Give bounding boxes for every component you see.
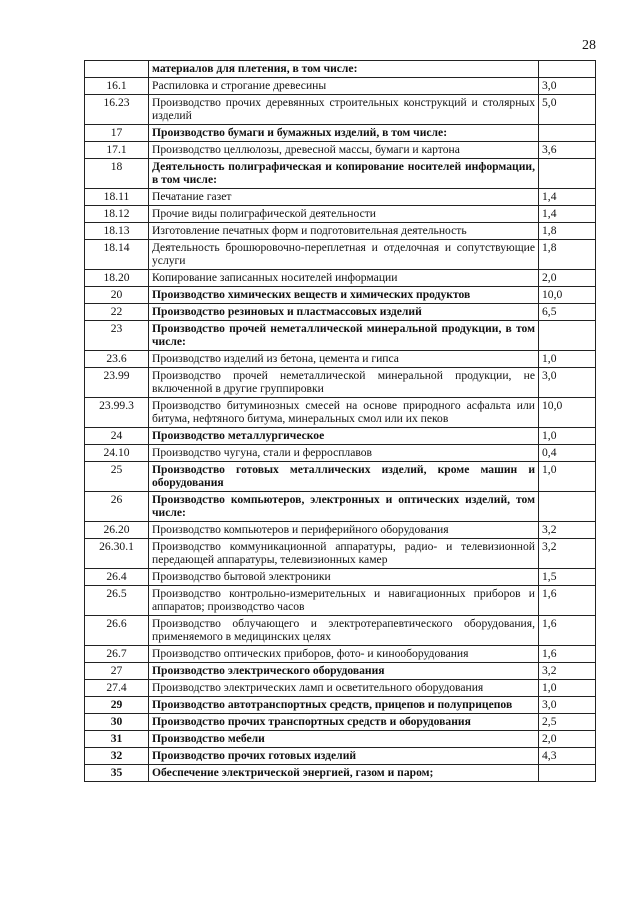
description-cell: Производство оптических приборов, фото- и кинооборудования	[149, 646, 539, 663]
table-row	[85, 646, 596, 663]
description-cell: Производство бытовой электроники	[149, 569, 539, 586]
table-row	[85, 368, 596, 398]
code-cell: 17.1	[85, 142, 149, 159]
description-cell: Производство контрольно-измерительных и навигационных приборов и аппаратов; производство часов	[149, 586, 539, 616]
table-row	[85, 159, 596, 189]
code-cell: 18.20	[85, 270, 149, 287]
table-row	[85, 287, 596, 304]
table-row	[85, 492, 596, 522]
value-cell: 1,5	[539, 569, 596, 586]
description-cell: материалов для плетения, в том числе:	[149, 61, 539, 78]
description-cell: Производство коммуникационной аппаратуры, радио- и телевизионной передающей аппаратуры, телевизионных камер	[149, 539, 539, 569]
code-cell: 26.4	[85, 569, 149, 586]
description-cell: Производство металлургическое	[149, 428, 539, 445]
table-row	[85, 78, 596, 95]
value-cell: 10,0	[539, 287, 596, 304]
value-cell: 6,5	[539, 304, 596, 321]
code-cell: 24	[85, 428, 149, 445]
table-row	[85, 697, 596, 714]
description-cell: Производство бумаги и бумажных изделий, в том числе:	[149, 125, 539, 142]
code-cell: 29	[85, 697, 149, 714]
table-row	[85, 270, 596, 287]
code-cell: 20	[85, 287, 149, 304]
table-row	[85, 569, 596, 586]
value-cell: 1,0	[539, 680, 596, 697]
description-cell: Производство компьютеров и периферийного оборудования	[149, 522, 539, 539]
code-cell: 26.20	[85, 522, 149, 539]
table-row	[85, 61, 596, 78]
description-cell: Производство прочих деревянных строительных конструкций и столярных изделий	[149, 95, 539, 125]
table-row	[85, 223, 596, 240]
value-cell	[539, 321, 596, 351]
description-cell: Производство химических веществ и химических продуктов	[149, 287, 539, 304]
code-cell: 18.13	[85, 223, 149, 240]
table-row	[85, 206, 596, 223]
description-cell: Печатание газет	[149, 189, 539, 206]
value-cell: 10,0	[539, 398, 596, 428]
value-cell: 3,0	[539, 368, 596, 398]
code-cell: 26.7	[85, 646, 149, 663]
description-cell: Деятельность брошюровочно-переплетная и отделочная и сопутствующие услуги	[149, 240, 539, 270]
value-cell: 2,5	[539, 714, 596, 731]
description-cell: Производство прочей неметаллической минеральной продукции, в том числе:	[149, 321, 539, 351]
table-row	[85, 95, 596, 125]
description-cell: Производство резиновых и пластмассовых изделий	[149, 304, 539, 321]
table-row	[85, 321, 596, 351]
description-cell: Производство автотранспортных средств, прицепов и полуприцепов	[149, 697, 539, 714]
value-cell	[539, 125, 596, 142]
tax-rate-table	[84, 60, 596, 782]
value-cell: 5,0	[539, 95, 596, 125]
description-cell: Производство чугуна, стали и ферросплавов	[149, 445, 539, 462]
code-cell: 23.99.3	[85, 398, 149, 428]
value-cell: 3,6	[539, 142, 596, 159]
description-cell: Распиловка и строгание древесины	[149, 78, 539, 95]
value-cell: 0,4	[539, 445, 596, 462]
description-cell: Производство электрических ламп и осветительного оборудования	[149, 680, 539, 697]
value-cell: 4,3	[539, 748, 596, 765]
value-cell: 2,0	[539, 270, 596, 287]
table-row	[85, 748, 596, 765]
code-cell: 23.99	[85, 368, 149, 398]
value-cell: 3,2	[539, 663, 596, 680]
code-cell: 18.14	[85, 240, 149, 270]
value-cell: 3,2	[539, 539, 596, 569]
code-cell: 26	[85, 492, 149, 522]
table-row	[85, 663, 596, 680]
table-row	[85, 142, 596, 159]
table-body	[85, 61, 596, 782]
value-cell	[539, 492, 596, 522]
table-row	[85, 428, 596, 445]
table-row	[85, 765, 596, 782]
code-cell: 16.23	[85, 95, 149, 125]
description-cell: Производство прочих готовых изделий	[149, 748, 539, 765]
description-cell: Прочие виды полиграфической деятельности	[149, 206, 539, 223]
description-cell: Производство компьютеров, электронных и оптических изделий, том числе:	[149, 492, 539, 522]
table-row	[85, 240, 596, 270]
code-cell	[85, 61, 149, 78]
value-cell: 1,8	[539, 240, 596, 270]
value-cell: 2,0	[539, 731, 596, 748]
code-cell: 26.5	[85, 586, 149, 616]
description-cell: Производство битуминозных смесей на основе природного асфальта или битума, нефтяного битума, минеральных смол или их пеков	[149, 398, 539, 428]
table-row	[85, 714, 596, 731]
value-cell	[539, 159, 596, 189]
description-cell: Производство электрического оборудования	[149, 663, 539, 680]
description-cell: Производство прочих транспортных средств и оборудования	[149, 714, 539, 731]
description-cell: Производство прочей неметаллической минеральной продукции, не включенной в другие группировки	[149, 368, 539, 398]
value-cell: 1,0	[539, 462, 596, 492]
code-cell: 18.12	[85, 206, 149, 223]
code-cell: 17	[85, 125, 149, 142]
description-cell: Производство готовых металлических изделий, кроме машин и оборудования	[149, 462, 539, 492]
table-row	[85, 398, 596, 428]
code-cell: 35	[85, 765, 149, 782]
value-cell: 3,0	[539, 697, 596, 714]
code-cell: 18	[85, 159, 149, 189]
description-cell: Копирование записанных носителей информации	[149, 270, 539, 287]
value-cell: 1,0	[539, 351, 596, 368]
value-cell: 1,4	[539, 189, 596, 206]
description-cell: Изготовление печатных форм и подготовительная деятельность	[149, 223, 539, 240]
value-cell: 1,0	[539, 428, 596, 445]
table-row	[85, 586, 596, 616]
value-cell: 1,6	[539, 616, 596, 646]
value-cell: 1,6	[539, 646, 596, 663]
table-row	[85, 680, 596, 697]
code-cell: 22	[85, 304, 149, 321]
code-cell: 27	[85, 663, 149, 680]
code-cell: 32	[85, 748, 149, 765]
description-cell: Деятельность полиграфическая и копирование носителей информации, в том числе:	[149, 159, 539, 189]
code-cell: 31	[85, 731, 149, 748]
code-cell: 16.1	[85, 78, 149, 95]
code-cell: 24.10	[85, 445, 149, 462]
description-cell: Производство облучающего и электротерапевтического оборудования, применяемого в медицинских целях	[149, 616, 539, 646]
table-row	[85, 462, 596, 492]
value-cell: 1,4	[539, 206, 596, 223]
table-row	[85, 445, 596, 462]
value-cell: 3,0	[539, 78, 596, 95]
table-row	[85, 351, 596, 368]
code-cell: 25	[85, 462, 149, 492]
description-cell: Производство целлюлозы, древесной массы, бумаги и картона	[149, 142, 539, 159]
value-cell: 1,8	[539, 223, 596, 240]
table-row	[85, 539, 596, 569]
description-cell: Производство мебели	[149, 731, 539, 748]
value-cell	[539, 61, 596, 78]
value-cell: 1,6	[539, 586, 596, 616]
code-cell: 23	[85, 321, 149, 351]
code-cell: 30	[85, 714, 149, 731]
description-cell: Производство изделий из бетона, цемента и гипса	[149, 351, 539, 368]
code-cell: 26.30.1	[85, 539, 149, 569]
description-cell: Обеспечение электрической энергией, газом и паром;	[149, 765, 539, 782]
table-row	[85, 616, 596, 646]
code-cell: 26.6	[85, 616, 149, 646]
table-row	[85, 125, 596, 142]
value-cell: 3,2	[539, 522, 596, 539]
page-number: 28	[582, 38, 596, 53]
table-row	[85, 304, 596, 321]
value-cell	[539, 765, 596, 782]
table-row	[85, 189, 596, 206]
code-cell: 18.11	[85, 189, 149, 206]
code-cell: 23.6	[85, 351, 149, 368]
code-cell: 27.4	[85, 680, 149, 697]
table-row	[85, 522, 596, 539]
table-row	[85, 731, 596, 748]
